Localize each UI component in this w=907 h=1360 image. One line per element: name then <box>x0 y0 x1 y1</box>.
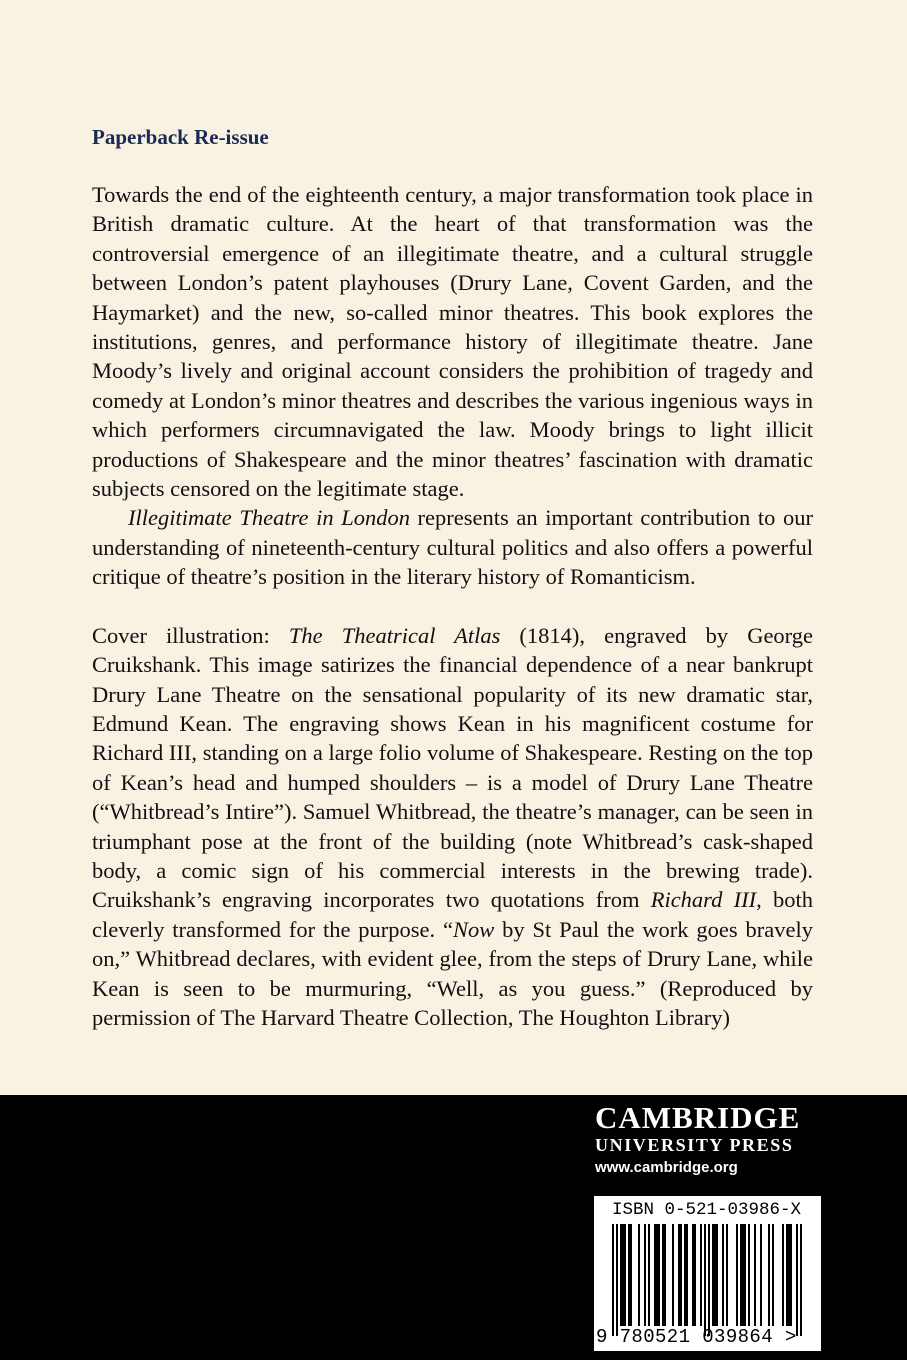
barcode-bar <box>672 1224 674 1326</box>
barcode-bar <box>644 1224 646 1326</box>
barcode-bar <box>760 1224 762 1326</box>
cover-illustration-note <box>92 621 813 1033</box>
quote-emphasis: Now <box>453 916 495 942</box>
barcode-bar <box>678 1224 680 1326</box>
barcode-bar <box>612 1224 614 1336</box>
description-paragraph: Towards the end of the eighteenth century, a major transformation took place in British dramatic culture. At the heart of that transformation was the controversial emergence of an illegitimate theatre, and a cultural struggle between London’s patent playhouses (Drury Lane, Covent Garden, and the Haymarket) and the new, so-called minor theatres. This book explores the institutions, genres, and performance history of illegitimate theatre. Jane Moody’s lively and original account considers the prohibition of tragedy and comedy at London’s minor theatres and describes the various ingenious ways in which performers circumnavigated the law. Moody brings to light illicit productions of Shakespeare and the minor theatres’ fascination with dramatic subjects censored on the legitimate stage. <box>92 182 813 502</box>
barcode-bar <box>782 1224 784 1326</box>
cover-note-text-1: (1814), engraved by George Cruikshank. This image satirizes the financial dependence of a near bankrupt Drury Lane Theatre on the sensational popularity of its new dramatic star, Edmund Kean. The engraving shows Kean in his magnificent costume for Richard III, standing on a large folio volume of Shakespeare. Resting on the top of Kean’s head and humped shoulders – is a model of Drury Lane Theatre (“Whitbread’s Intire”). Samuel Whitbread, the theatre’s manager, can be seen in triumphant pose at the front of the building (note Whitbread’s cask-shaped body, a comic sign of his commercial interests in the brewing trade). Cruikshank’s engraving incorporates two quotations from <box>92 622 814 913</box>
barcode-digits: 9 780521 039864 > <box>596 1326 797 1348</box>
cover-note-text-3: by St Paul the work goes bravely on,” Whitbread declares, with evident glee, from the steps of Drury Lane, while Kean is seen to be murmuring, “Well, as you guess.” (Reproduced by permission of The Harvard Theatre Collection, The Houghton Library) <box>92 916 813 1030</box>
barcode-bar <box>694 1224 696 1326</box>
barcode-bar <box>736 1224 738 1326</box>
barcode-bar <box>648 1224 650 1326</box>
isbn-label: ISBN 0-521-03986-X <box>612 1200 802 1220</box>
barcode-bar <box>656 1224 658 1326</box>
barcode-bar <box>620 1224 622 1326</box>
barcode-bar <box>740 1224 742 1326</box>
barcode-bar <box>622 1224 624 1326</box>
barcode-bar <box>654 1224 656 1326</box>
significance-paragraph <box>92 503 813 591</box>
barcode-bar <box>742 1224 744 1326</box>
cover-note-lead: Cover illustration: <box>92 622 289 648</box>
barcode-bar <box>754 1224 756 1326</box>
barcode-bar <box>796 1224 798 1336</box>
barcode-bar <box>680 1224 682 1326</box>
barcode-bar <box>800 1224 802 1336</box>
barcode-bar <box>714 1224 716 1326</box>
barcode-bar <box>744 1224 746 1326</box>
barcode-bar <box>772 1224 774 1326</box>
book-title: Illegitimate Theatre in London <box>128 505 410 531</box>
barcode-bar <box>624 1224 626 1326</box>
isbn-barcode <box>594 1196 821 1351</box>
barcode-bar <box>716 1224 718 1326</box>
illustration-title: The Theatrical Atlas <box>288 622 501 648</box>
barcode-bar <box>692 1224 694 1326</box>
publisher-subtitle: UNIVERSITY PRESS <box>595 1135 794 1155</box>
cover-note-text-2: , both cleverly transformed for the purpose. “ <box>92 887 813 942</box>
barcode-bar <box>790 1224 792 1326</box>
barcode-bar <box>712 1224 714 1326</box>
significance-text: represents an important contribution to our understanding of nineteenth-century cultural politics and also offers a powerful critique of theatre’s position in the literary history of Romanticism. <box>92 505 813 590</box>
edition-heading: Paperback Re-issue <box>92 125 269 149</box>
barcode-bar <box>684 1224 686 1326</box>
barcode-bar <box>768 1224 770 1326</box>
barcode-bar <box>786 1224 788 1326</box>
barcode-bar <box>726 1224 728 1326</box>
barcode-bar <box>704 1224 706 1336</box>
barcode-bar <box>708 1224 710 1336</box>
publisher-logo <box>595 1101 823 1179</box>
barcode-bar <box>628 1224 630 1326</box>
barcode-bar <box>722 1224 724 1326</box>
publisher-footer <box>0 1095 907 1360</box>
barcode-bar <box>700 1224 702 1326</box>
barcode-bar <box>686 1224 688 1326</box>
back-cover-text <box>92 122 813 1032</box>
barcode-bar <box>616 1224 618 1336</box>
barcode-bar <box>658 1224 660 1326</box>
barcode-bar <box>788 1224 790 1326</box>
barcode-bar <box>638 1224 640 1326</box>
barcode-bar <box>748 1224 750 1326</box>
play-title: Richard III <box>650 887 757 913</box>
publisher-url: www.cambridge.org <box>595 1159 738 1176</box>
barcode-bar <box>662 1224 664 1326</box>
barcode-bar <box>664 1224 666 1326</box>
barcode-bar <box>630 1224 632 1326</box>
publisher-name: CAMBRIDGE <box>595 1100 801 1135</box>
